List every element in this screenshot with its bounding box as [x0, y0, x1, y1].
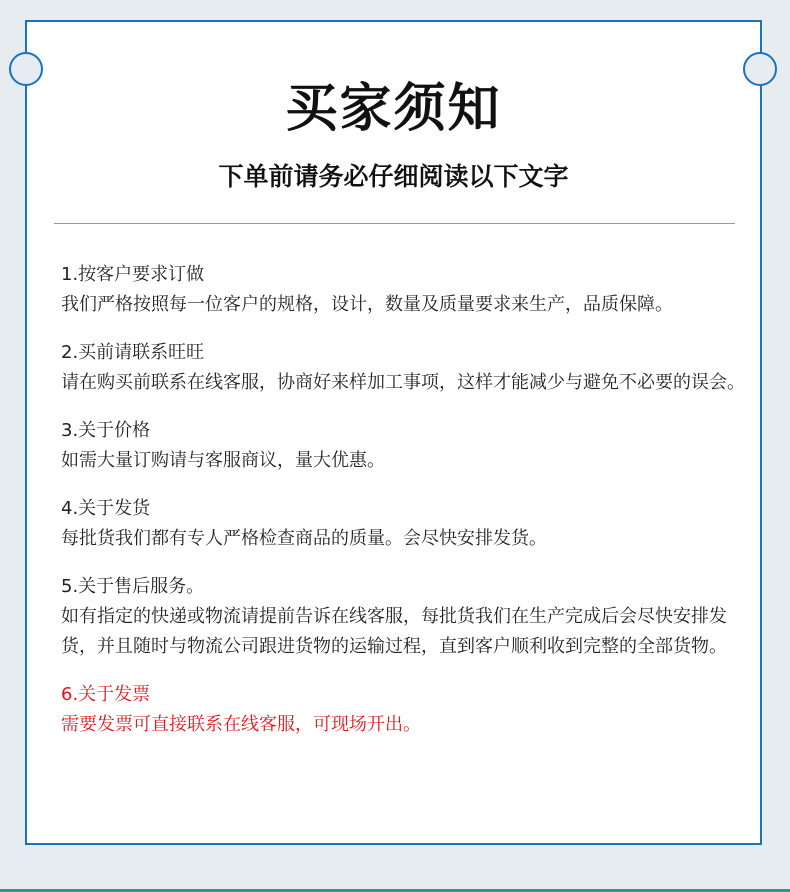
section-heading: 1.按客户要求订做: [61, 264, 205, 285]
notice-section-shipping: [61, 494, 745, 554]
section-body: 需要发票可直接联系在线客服，可现场开出。: [61, 714, 421, 735]
section-heading: 2.买前请联系旺旺: [61, 342, 205, 363]
title-divider: [54, 223, 735, 224]
notice-section-custom-order: [61, 260, 745, 320]
section-heading: 5.关于售后服务。: [61, 576, 205, 597]
notice-section-after-sales: [61, 572, 745, 662]
section-heading: 6.关于发票: [61, 684, 151, 705]
section-heading: 4.关于发货: [61, 498, 151, 519]
notice-title: 买家须知: [285, 79, 502, 139]
notice-section-contact: [61, 338, 745, 398]
notice-section-price: [61, 416, 745, 476]
notice-section-invoice: [61, 680, 745, 740]
notice-subtitle: 下单前请务必仔细阅读以下文字: [218, 162, 569, 191]
section-body: 如有指定的快递或物流请提前告诉在线客服，每批货我们在生产完成后会尽快安排发货，并且随时与物流公司跟进货物的运输过程，直到客户顺利收到完整的全部货物。: [61, 606, 727, 657]
section-body: 我们严格按照每一位客户的规格，设计，数量及质量要求来生产，品质保障。: [61, 294, 673, 315]
section-body: 请在购买前联系在线客服，协商好来样加工事项，这样才能减少与避免不必要的误会。: [61, 372, 745, 393]
notice-content: [61, 260, 745, 758]
section-body: 每批货我们都有专人严格检查商品的质量。会尽快安排发货。: [61, 528, 547, 549]
section-body: 如需大量订购请与客服商议，量大优惠。: [61, 450, 385, 471]
section-heading: 3.关于价格: [61, 420, 151, 441]
